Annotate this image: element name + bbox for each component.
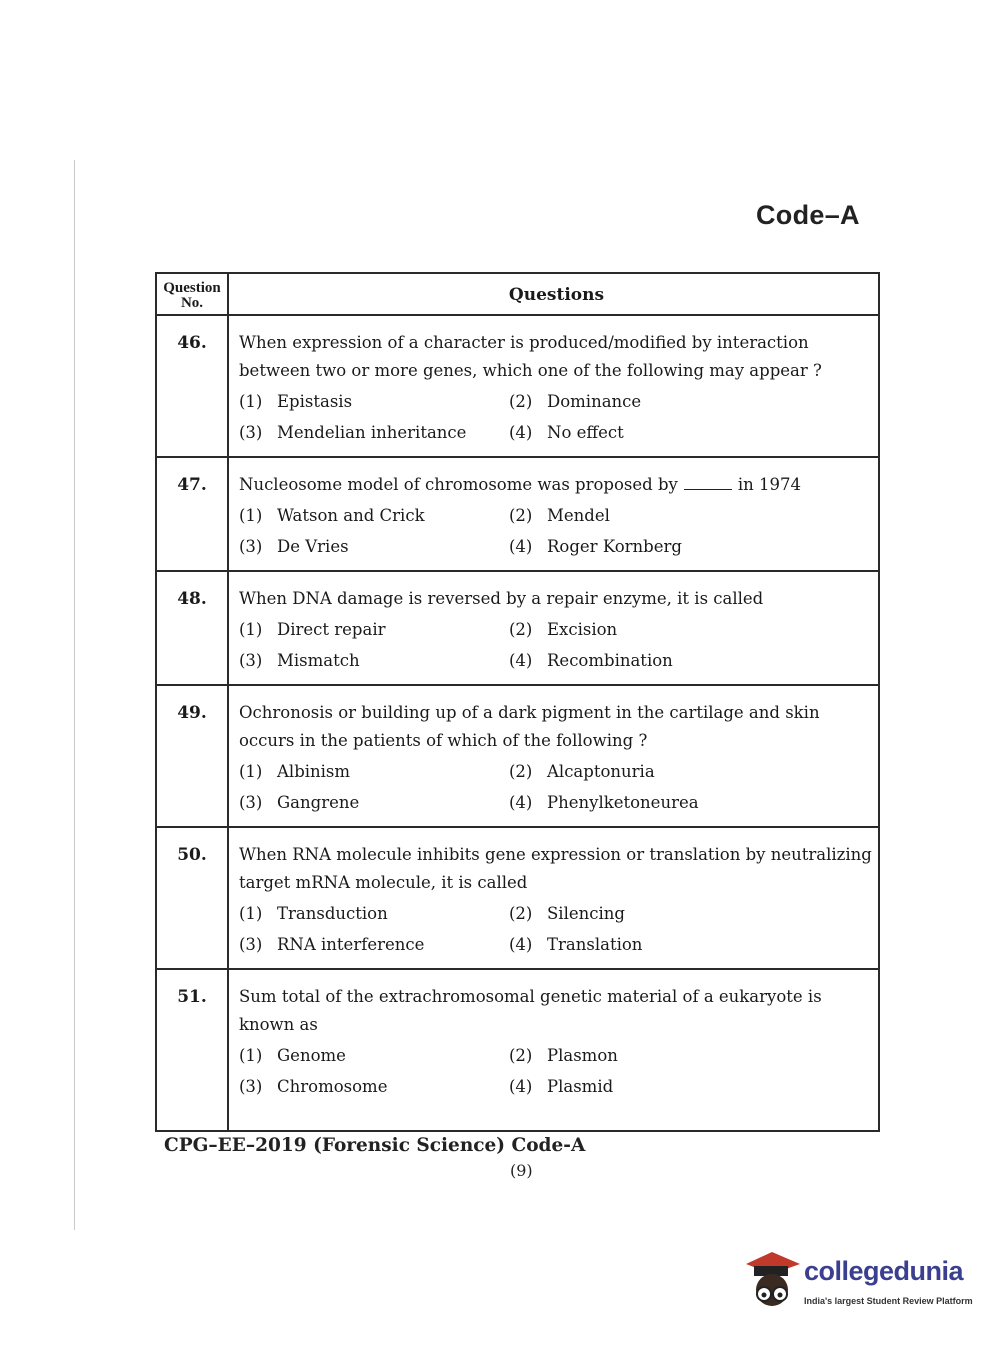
question-number: 46.: [157, 316, 229, 456]
option: (4) No effect: [509, 423, 624, 442]
option: (1) Genome: [239, 1046, 346, 1065]
answer-blank: [684, 475, 732, 490]
questions-table: [155, 272, 880, 1132]
question-text: When expression of a character is produced/modified by interaction between two or more genes, which one of the following may appear ?: [239, 333, 822, 380]
mascot-icon: [742, 1250, 802, 1312]
option: (4) Recombination: [509, 651, 673, 670]
option: (4) Translation: [509, 935, 643, 954]
question-text: Sum total of the extrachromosomal genetic material of a eukaryote is known as: [239, 987, 822, 1034]
option: (1) Transduction: [239, 904, 388, 923]
question-text: When DNA damage is reversed by a repair enzyme, it is called: [239, 589, 764, 608]
question-text: Nucleosome model of chromosome was proposed by in 1974: [239, 475, 801, 494]
question-text: Ochronosis or building up of a dark pigment in the cartilage and skin occurs in the patients of which of the following ?: [239, 703, 820, 750]
question-row: [157, 316, 878, 458]
option: (3) Mismatch: [239, 651, 360, 670]
option: (4) Phenylketoneurea: [509, 793, 699, 812]
option: (3) Mendelian inheritance: [239, 423, 467, 442]
question-row: [157, 686, 878, 828]
question-row: [157, 572, 878, 686]
question-text: When RNA molecule inhibits gene expression or translation by neutralizing target mRNA molecule, it is called: [239, 845, 872, 892]
option: (2) Excision: [509, 620, 618, 639]
option: (4) Plasmid: [509, 1077, 614, 1096]
questions-header: Questions: [508, 285, 605, 305]
logo-tagline: India's largest Student Review Platform: [804, 1296, 973, 1306]
option: (2) Plasmon: [509, 1046, 618, 1065]
option: (1) Direct repair: [239, 620, 386, 639]
option: (1) Albinism: [239, 762, 351, 781]
collegedunia-logo[interactable]: [742, 1250, 972, 1320]
option: (3) De Vries: [239, 537, 349, 556]
option: (3) Gangrene: [239, 793, 360, 812]
code-header: Code–A: [756, 200, 860, 230]
option: (1) Watson and Crick: [239, 506, 425, 525]
option: (2) Dominance: [509, 392, 642, 411]
question-number: 50.: [157, 828, 229, 968]
option: (3) Chromosome: [239, 1077, 388, 1096]
page-number: (9): [510, 1161, 533, 1180]
question-row: [157, 458, 878, 572]
option: (4) Roger Kornberg: [509, 537, 682, 556]
question-number: 47.: [157, 458, 229, 570]
option: (1) Epistasis: [239, 392, 353, 411]
option: (2) Silencing: [509, 904, 625, 923]
option: (3) RNA interference: [239, 935, 425, 954]
option: (2) Mendel: [509, 506, 610, 525]
question-number: 49.: [157, 686, 229, 826]
question-row: [157, 828, 878, 970]
question-number: 48.: [157, 572, 229, 684]
logo-name: collegedunia: [804, 1256, 964, 1286]
question-no-header: Question No.: [157, 274, 229, 314]
footer-label: CPG–EE–2019 (Forensic Science) Code-A: [164, 1135, 586, 1156]
page-margin-line: [74, 160, 75, 1230]
table-header-row: [157, 274, 878, 316]
option: (2) Alcaptonuria: [509, 762, 655, 781]
question-number: 51.: [157, 970, 229, 1130]
question-row: [157, 970, 878, 1130]
